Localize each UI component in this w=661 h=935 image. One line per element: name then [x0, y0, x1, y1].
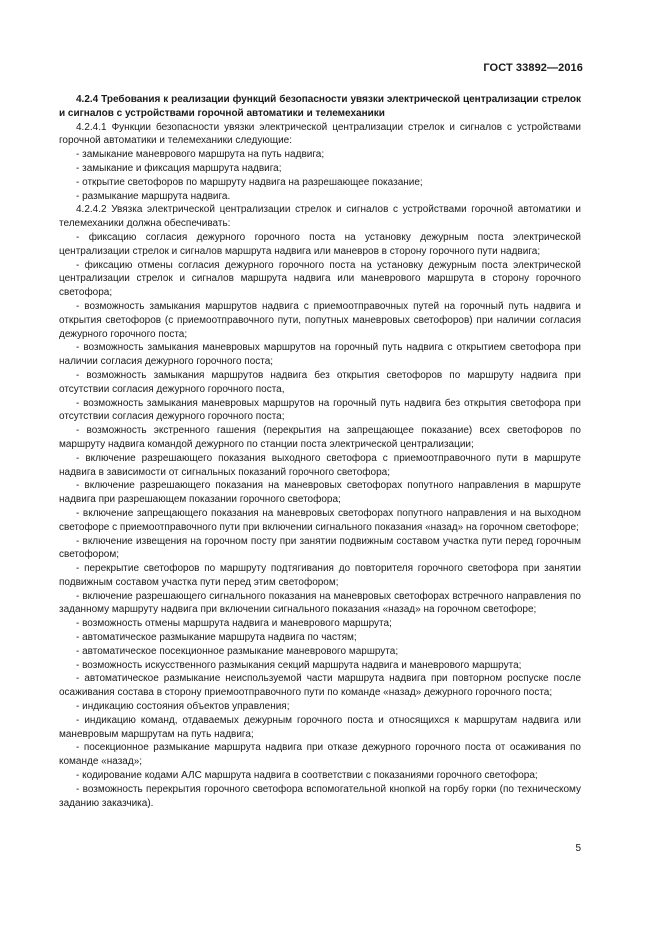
list-item: - перекрытие светофоров по маршруту подтягивания до повторителя горочного светофора при занятии подвижным составом участка пути перед этим светофором;: [59, 563, 581, 588]
list-item: - включение извещения на горочном посту при занятии подвижным составом участка пути перед горочным светофором;: [59, 535, 581, 561]
list-item: - замыкание маневрового маршрута на путь надвига;: [76, 149, 325, 161]
document-code: ГОСТ 33892—2016: [483, 62, 583, 74]
list-item: - включение запрещающего показания на маневровых светофорах попутного направления и на выходном светофоре с приемоотправочного пути при включении сигнального показания «назад» на горочном светофоре;: [59, 507, 581, 533]
list-item: - размыкание маршрута надвига.: [76, 190, 231, 202]
section-content: [59, 93, 581, 810]
list-item: - фиксацию отмены согласия дежурного горочного поста на установку дежурным поста электрической централизации стрелок и сигналов маршрута надвига или маневрового маршрута в сторону горочного светофора;: [59, 259, 581, 299]
list-item: - возможность перекрытия горочного светофора вспомогательной кнопкой на горбу горки (по техническому заданию заказчика).: [59, 783, 581, 809]
list-item: - включение разрешающего сигнального показания на маневровых светофорах встречного направления по заданному маршруту надвига при включении сигнального показания «назад» на горочном светофоре;: [59, 590, 581, 616]
list-item: - включение разрешающего показания выходного светофора с приемоотправочного пути в маршруте надвига в зависимости от сигнальных показаний горочного светофора;: [59, 452, 581, 478]
list-item: - включение разрешающего показания на маневровых светофорах попутного направления в маршруте надвига при разрешающем показании горочного светофора;: [59, 480, 581, 506]
list-item: - посекционное размыкание маршрута надвига при отказе дежурного горочного поста от осаживания по команде «назад»;: [59, 742, 581, 768]
page-number: 5: [575, 843, 581, 854]
paragraph: 4.2.4.2 Увязка электрической централизации стрелок и сигналов с устройствами горочной автоматики и телемеханики должна обеспечивать:: [59, 204, 581, 230]
list-item: - возможность замыкания маневровых маршрутов на горочный путь надвига с открытием светофора при наличии согласия дежурного горочного поста;: [59, 342, 581, 368]
list-item: - индикацию состояния объектов управления;: [76, 701, 290, 713]
list-item: - возможность искусственного размыкания секций маршрута надвига и маневрового маршрута;: [76, 659, 522, 671]
list-item: - индикацию команд, отдаваемых дежурным горочного поста и относящихся к маршрутам надвига или маневровым маршрутам на путь надвига;: [59, 714, 581, 740]
list-item: - возможность отмены маршрута надвига и маневрового маршрута;: [76, 618, 392, 630]
list-item: - возможность замыкания маневровых маршрутов на горочный путь надвига без открытия светофора при отсутствии согласия дежурного горочного поста;: [59, 397, 581, 423]
list-item: - замыкание и фиксация маршрута надвига;: [76, 162, 282, 174]
list-item: - автоматическое размыкание маршрута надвига по частям;: [76, 632, 357, 644]
list-item: - открытие светофоров по маршруту надвига на разрешающее показание;: [76, 176, 423, 188]
list-item: - возможность замыкания маршрутов надвига без открытия светофоров по маршруту надвига при отсутствии согласия дежурного горочного поста,: [59, 369, 581, 395]
list-item: - автоматическое размыкание неиспользуемой части маршрута надвига при повторном роспуске после осаживания состава в сторону приемоотправочного пути по команде «назад» дежурного горочного поста;: [59, 673, 581, 699]
section-heading: 4.2.4 Требования к реализации функций безопасности увязки электрической централизации стрелок и сигналов с устройствами горочной автоматики и телемеханики: [59, 94, 581, 119]
paragraph: 4.2.4.1 Функции безопасности увязки электрической централизации стрелок и сигналов с устройствами горочной автоматики и телемеханики следующие:: [59, 121, 581, 147]
list-item: - фиксацию согласия дежурного горочного поста на установку дежурным поста электрической централизации стрелок и сигналов маршрута надвига или маневров в сторону горочного пути надвига;: [59, 231, 581, 257]
list-item: - возможность замыкания маршрутов надвига с приемоотправочных путей на горочный путь надвига и открытия светофоров (с приемоотправочного пути, попутных маневровых светофоров) при наличии согласия дежурного горочного поста;: [59, 300, 581, 340]
list-item: - автоматическое посекционное размыкание маневрового маршрута;: [76, 645, 399, 657]
list-item: - возможность экстренного гашения (перекрытия на запрещающее показание) всех светофоров по маршруту надвига командой дежурного по станции поста электрической централизации;: [59, 425, 581, 450]
list-item: - кодирование кодами АЛС маршрута надвига в соответствии с показаниями горочного светофора;: [76, 770, 538, 782]
